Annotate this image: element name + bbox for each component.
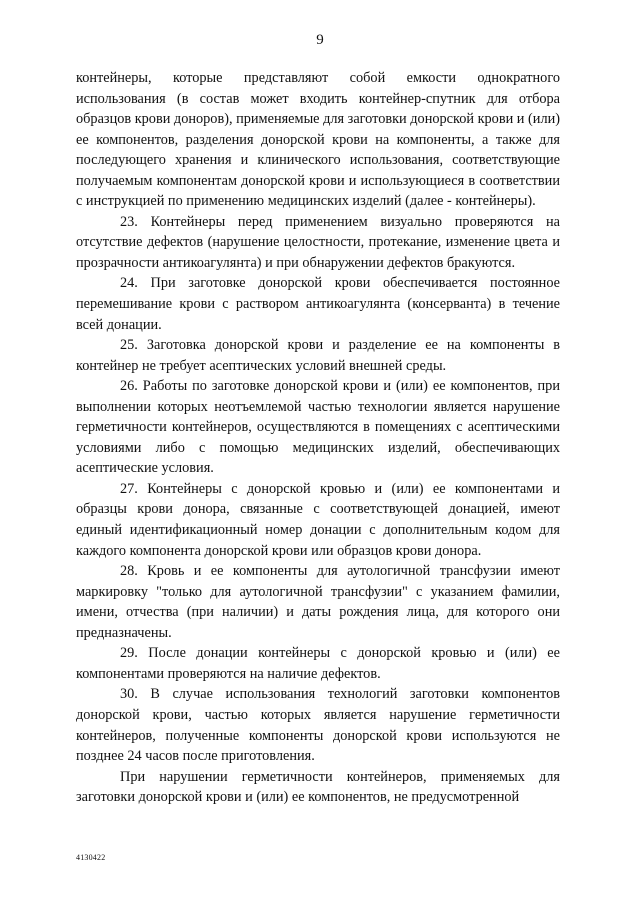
paragraph-item-30: 30. В случае использования технологий заготовки компонентов донорской крови, частью которых является нарушение герметичности контейнеров, полученные компоненты донорской крови используются не позднее 24 часов после приготовления. xyxy=(76,686,560,765)
paragraph-item-28: 28. Кровь и ее компоненты для аутологичной трансфузии имеют маркировку "только для аутологичной трансфузии" с указанием фамилии, имени, отчества (при наличии) и даты рождения лица, для которого они предназначены. xyxy=(76,563,560,641)
paragraph-item-29: 29. После донации контейнеры с донорской кровью и (или) ее компонентами проверяются на наличие дефектов. xyxy=(76,645,560,682)
paragraph-item-25: 25. Заготовка донорской крови и разделение ее на компоненты в контейнер не требует асептических условий внешней среды. xyxy=(76,337,560,374)
page-number: 9 xyxy=(316,32,324,48)
paragraph-item-26: 26. Работы по заготовке донорской крови и (или) ее компонентов, при выполнении которых неотъемлемой частью технологии является нарушение герметичности контейнеров, осуществляются в помещениях с асептическими условиями либо с помощью медицинских изделий, обеспечивающих асептические условия. xyxy=(76,378,560,477)
paragraph-item-23: 23. Контейнеры перед применением визуально проверяются на отсутствие дефектов (нарушение целостности, протекание, изменение цвета и прозрачности антикоагулянта) и при обнаружении дефектов бракуются. xyxy=(76,213,560,271)
paragraph-continuation: контейнеры, которые представляют собой емкости однократного использования (в состав может входить контейнер-спутник для отбора образцов крови доноров), применяемые для заготовки донорской крови и (или) ее компонентов, разделения донорской крови на компоненты, а также для последующего хранения и клинического использования, соответствующие получаемым компонентам донорской крови и использующиеся в соответствии с инструкцией по применению медицинских изделий (далее - контейнеры). xyxy=(76,70,560,210)
document-body xyxy=(76,68,560,808)
paragraph-item-24: 24. При заготовке донорской крови обеспечивается постоянное перемешивание крови с раствором антикоагулянта (консерванта) в течение всей донации. xyxy=(76,275,560,333)
document-code: 4130422 xyxy=(76,853,106,862)
paragraph-seal-violation: При нарушении герметичности контейнеров, применяемых для заготовки донорской крови и (или) ее компонентов, не предусмотренной xyxy=(76,768,560,806)
paragraph-item-27: 27. Контейнеры с донорской кровью и (или) ее компонентами и образцы крови донора, связанные с соответствующей донацией, имеют единый идентификационный номер донации с дополнительным кодом для каждого компонента донорской крови или образцов крови донора. xyxy=(76,480,560,559)
